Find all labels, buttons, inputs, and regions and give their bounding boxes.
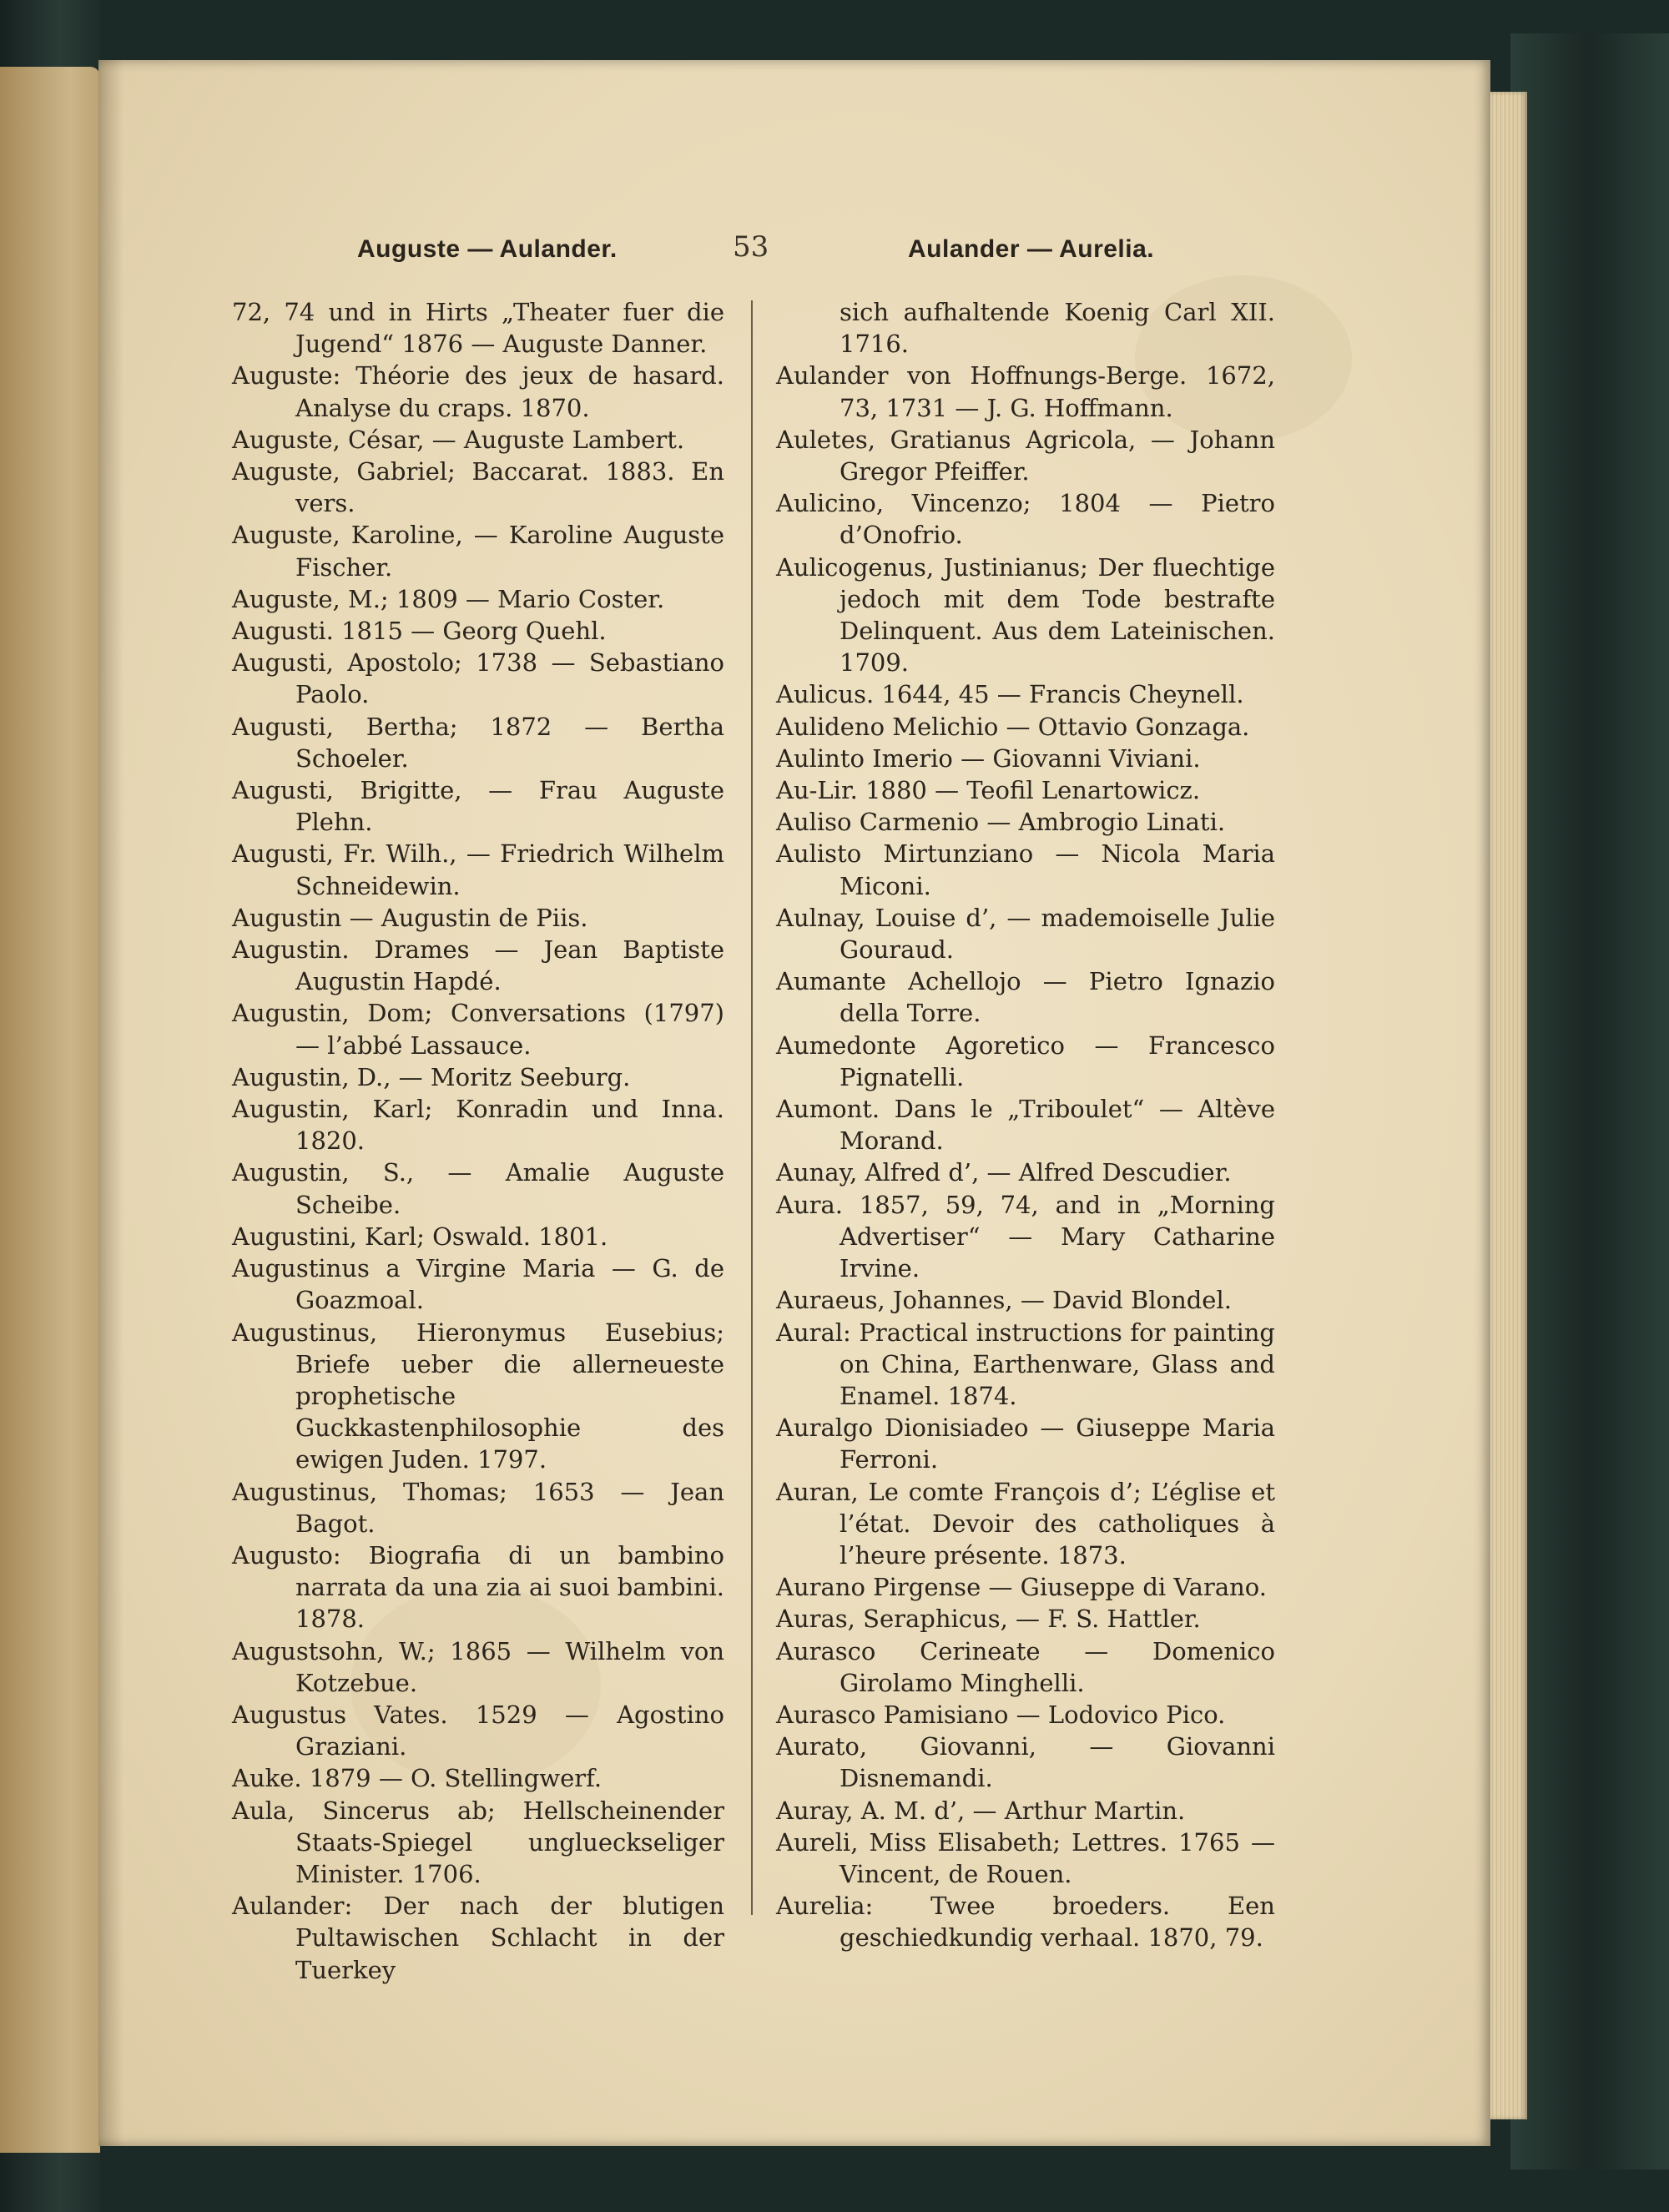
entry: Auke. 1879 — O. Stellingwerf. bbox=[232, 1764, 603, 1793]
entry: Augustinus, Thomas; 1653 — Jean Bagot. bbox=[232, 1477, 724, 1538]
entry: Augustin. Drames — Jean Baptiste Augustin Hapdé. bbox=[232, 935, 724, 996]
entry: Aumont. Dans le „Triboulet“ — Altève Morand. bbox=[776, 1095, 1275, 1156]
entry: Augusti, Brigitte, — Frau Auguste Plehn. bbox=[232, 776, 724, 837]
entry: Aulicus. 1644, 45 — Francis Cheynell. bbox=[776, 680, 1244, 709]
entry: Auguste, Karoline, — Karoline Auguste Fischer. bbox=[232, 521, 724, 582]
entry: Auguste, César, — Auguste Lambert. bbox=[232, 425, 685, 454]
entry: Auliso Carmenio — Ambrogio Linati. bbox=[776, 808, 1226, 837]
entry: Aural: Practical instructions for painting on China, Earthenware, Glass and Enamel. 1874. bbox=[776, 1318, 1275, 1410]
entry: Aunay, Alfred d’, — Alfred Descudier. bbox=[776, 1158, 1232, 1187]
entry: Aulideno Melichio — Ottavio Gonzaga. bbox=[776, 712, 1250, 741]
entry: 72, 74 und in Hirts „Theater fuer die Jugend“ 1876 — Auguste Danner. bbox=[232, 298, 724, 359]
entry: Augustin — Augustin de Piis. bbox=[232, 903, 588, 932]
entry: Auguste: Théorie des jeux de hasard. Analyse du craps. 1870. bbox=[232, 361, 724, 422]
entry: Aurasco Cerineate — Domenico Girolamo Minghelli. bbox=[776, 1636, 1275, 1697]
entry: Aulinto Imerio — Giovanni Viviani. bbox=[776, 743, 1201, 773]
running-head-right: Aulander — Aurelia. bbox=[908, 235, 1155, 263]
page-gutter-shadow bbox=[98, 60, 124, 2146]
entry: Aurato, Giovanni, — Giovanni Disnemandi. bbox=[776, 1732, 1275, 1793]
entry: Augustin, S., — Amalie Auguste Scheibe. bbox=[232, 1158, 724, 1219]
entry: Aurano Pirgense — Giuseppe di Varano. bbox=[776, 1573, 1267, 1602]
entry: Auray, A. M. d’, — Arthur Martin. bbox=[776, 1796, 1186, 1825]
entry-continuation: sich aufhaltende Koenig Carl XII. 1716. bbox=[840, 298, 1275, 359]
entry: Augustin, D., — Moritz Seeburg. bbox=[232, 1062, 631, 1091]
page-number: 53 bbox=[733, 230, 769, 264]
right-column bbox=[776, 296, 1275, 1954]
entry: Auralgo Dionisiadeo — Giuseppe Maria Ferroni. bbox=[776, 1413, 1275, 1474]
entry: Aurelia: Twee broeders. Een geschiedkundig verhaal. 1870, 79. bbox=[776, 1892, 1275, 1953]
running-head-left: Auguste — Aulander. bbox=[357, 235, 618, 263]
entry: Augusti, Bertha; 1872 — Bertha Schoeler. bbox=[232, 712, 724, 773]
entry: Aulicogenus, Justinianus; Der fluechtige jedoch mit dem Tode bestrafte Delinquent. Aus dem Lateinischen. 1709. bbox=[776, 552, 1275, 678]
entry: Aumedonte Agoretico — Francesco Pignatelli. bbox=[776, 1030, 1275, 1091]
entry: Augustinus, Hieronymus Eusebius; Briefe ueber die allerneueste prophetische Guckkastenphilosophie des ewigen Juden. 1797. bbox=[232, 1318, 724, 1474]
entry: Aulander von Hoffnungs-Berge. 1672, 73, 1731 — J. G. Hoffmann. bbox=[776, 361, 1275, 422]
facing-page-edge bbox=[0, 67, 100, 2153]
entry: Auletes, Gratianus Agricola, — Johann Gregor Pfeiffer. bbox=[776, 425, 1275, 486]
entry: Augustus Vates. 1529 — Agostino Graziani. bbox=[232, 1700, 724, 1761]
entry: Aureli, Miss Elisabeth; Lettres. 1765 — Vincent, de Rouen. bbox=[776, 1827, 1275, 1888]
entry: Auran, Le comte François d’; L’église et l’état. Devoir des catholiques à l’heure présente. 1873. bbox=[776, 1477, 1275, 1570]
entry: Augustini, Karl; Oswald. 1801. bbox=[232, 1222, 608, 1251]
entry: Augustin, Dom; Conversations (1797) — l’abbé Lassauce. bbox=[232, 999, 724, 1060]
entry: Augusti, Fr. Wilh., — Friedrich Wilhelm Schneidewin. bbox=[232, 839, 724, 900]
entry: Auguste, M.; 1809 — Mario Coster. bbox=[232, 584, 665, 613]
entry: Aula, Sincerus ab; Hellscheinender Staats-Spiegel unglueckseliger Minister. 1706. bbox=[232, 1796, 724, 1888]
entry: Augusto: Biografia di un bambino narrata da una zia ai suoi bambini. 1878. bbox=[232, 1540, 724, 1634]
entry: Au-Lir. 1880 — Teofil Lenartowicz. bbox=[776, 776, 1201, 805]
entry: Augustsohn, W.; 1865 — Wilhelm von Kotzebue. bbox=[232, 1636, 724, 1697]
entry: Augustinus a Virgine Maria — G. de Goazmoal. bbox=[232, 1254, 724, 1315]
entry: Aumante Achellojo — Pietro Ignazio della Torre. bbox=[776, 967, 1275, 1028]
entry: Aura. 1857, 59, 74, and in „Morning Advertiser“ — Mary Catharine Irvine. bbox=[776, 1190, 1275, 1283]
book-cover-right bbox=[1510, 33, 1669, 2169]
entry: Augusti, Apostolo; 1738 — Sebastiano Paolo. bbox=[232, 648, 724, 709]
entry: Auras, Seraphicus, — F. S. Hattler. bbox=[776, 1605, 1201, 1634]
left-column bbox=[232, 296, 724, 1986]
entry: Auraeus, Johannes, — David Blondel. bbox=[776, 1286, 1232, 1315]
entry: Aurasco Pamisiano — Lodovico Pico. bbox=[776, 1700, 1226, 1729]
entry: Auguste, Gabriel; Baccarat. 1883. En vers. bbox=[232, 457, 724, 518]
column-divider bbox=[751, 300, 753, 1915]
entry: Augusti. 1815 — Georg Quehl. bbox=[232, 617, 607, 646]
entry: Aulicino, Vincenzo; 1804 — Pietro d’Onofrio. bbox=[776, 489, 1275, 550]
entry: Aulisto Mirtunziano — Nicola Maria Miconi. bbox=[776, 839, 1275, 900]
entry: Aulander: Der nach der blutigen Pultawischen Schlacht in der Tuerkey bbox=[232, 1892, 724, 1984]
entry: Augustin, Karl; Konradin und Inna. 1820. bbox=[232, 1095, 724, 1156]
entry: Aulnay, Louise d’, — mademoiselle Julie Gouraud. bbox=[776, 903, 1275, 965]
